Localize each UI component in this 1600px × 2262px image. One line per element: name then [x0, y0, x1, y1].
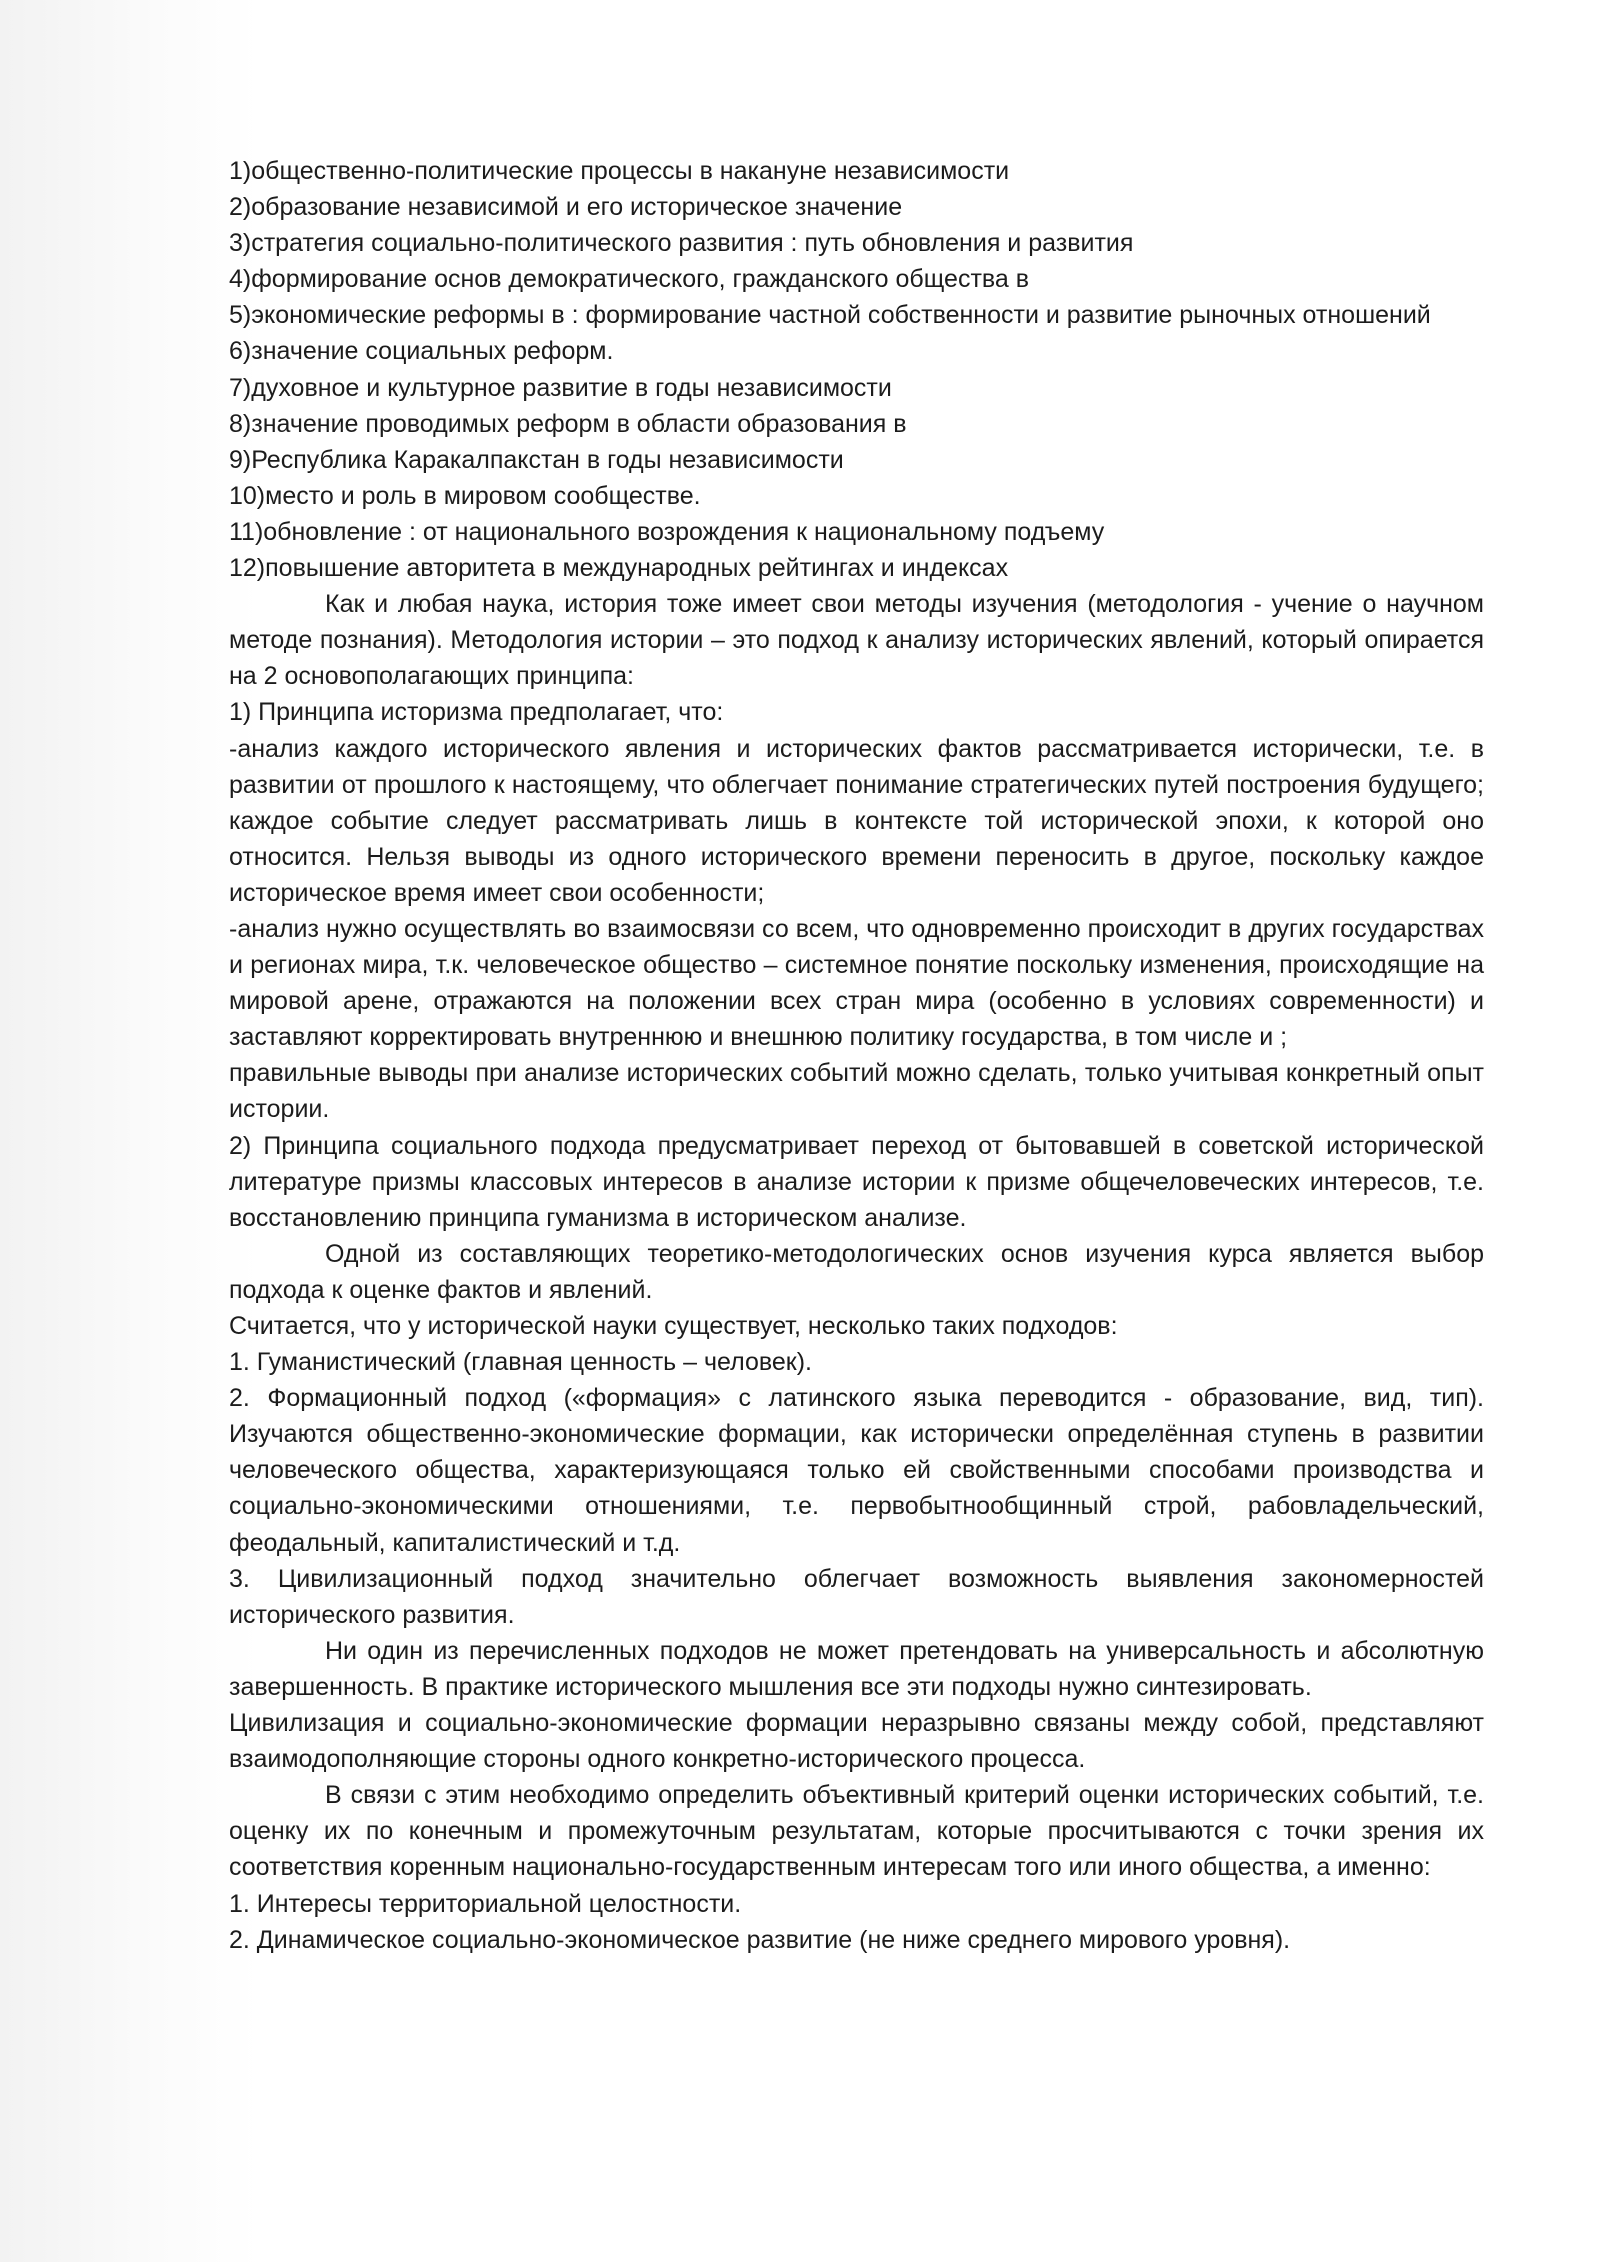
- principle-1-title: 1) Принципа историзма предполагает, что:: [229, 698, 724, 727]
- document-body: [229, 153, 1484, 1958]
- civilization-paragraph: Цивилизация и социально-экономические формации неразрывно связаны между собой, представляют взаимодополняющие стороны одного конкретно-исторического процесса.: [229, 1709, 1484, 1774]
- approach-3: 3. Цивилизационный подход значительно облегчает возможность выявления закономерностей исторического развития.: [229, 1564, 1484, 1629]
- criterion-1: 1. Интересы территориальной целостности.: [229, 1889, 742, 1918]
- approaches-lead: Считается, что у исторической науки существует, несколько таких подходов:: [229, 1312, 1118, 1340]
- topic-item: 9)Республика Каракалпакстан в годы независимости: [229, 445, 844, 474]
- topic-item: 3)стратегия социально-политического развития : путь обновления и развития: [229, 229, 1134, 258]
- principle-1-point-1: -анализ каждого исторического явления и исторических фактов рассматривается исторически, т.е. в развитии от прошлого к настоящему, что облегчает понимание стратегических путей построения будущего; каждое событие следует рассматривать лишь в контексте той исторической эпохи, к которой оно относится. Нельзя выводы из одного исторического времени переносить в другое, поскольку каждое историческое время имеет свои особенности;: [229, 734, 1484, 907]
- topic-item: 1)общественно-политические процессы в накануне независимости: [229, 157, 1010, 185]
- topic-item: 12)повышение авторитета в международных рейтингах и индексах: [229, 554, 1009, 583]
- topic-item: 5)экономические реформы в : формирование частной собственности и развитие рыночных отношений: [229, 301, 1431, 330]
- principle-2-paragraph: 2) Принципа социального подхода предусматривает переход от бытовавшей в советской исторической литературе призмы классовых интересов в анализе истории к призме общечеловеческих интересов, т.е. восстановлению принципа гуманизма в историческом анализе.: [229, 1131, 1484, 1232]
- topic-item: 8)значение проводимых реформ в области образования в: [229, 409, 907, 438]
- criterion-2: 2. Динамическое социально-экономическое развитие (не ниже среднего мирового уровня).: [229, 1925, 1291, 1954]
- topic-item: 7)духовное и культурное развитие в годы независимости: [229, 373, 892, 402]
- criteria-intro-paragraph: В связи с этим необходимо определить объективный критерий оценки исторических событий, т.е. оценку их по конечным и промежуточным результатам, которые просчитываются с точки зрения их соответствия коренным национально-государственным интересам того или иного общества, а именно:: [229, 1781, 1484, 1882]
- approach-2: 2. Формационный подход («формация» с латинского языка переводится - образование, вид, тип). Изучаются общественно-экономические формации, как исторически определённая ступень в развитии человеческого общества, характеризующаяся только ей свойственными способами производства и социально-экономическими отношениями, т.е. первобытнообщинный строй, рабовладельческий, феодальный, капиталистический и т.д.: [229, 1384, 1484, 1557]
- principle-1-point-3: правильные выводы при анализе исторических событий можно сделать, только учитывая конкретный опыт истории.: [229, 1059, 1484, 1124]
- topic-item: 2)образование независимой и его историческое значение: [229, 193, 903, 222]
- topic-item: 11)обновление : от национального возрождения к национальному подъему: [229, 517, 1105, 546]
- topic-item: 6)значение социальных реформ.: [229, 337, 614, 366]
- page-left-shadow: [0, 0, 260, 2262]
- topic-item: 4)формирование основ демократического, гражданского общества в: [229, 265, 1030, 294]
- topic-item: 10)место и роль в мировом сообществе.: [229, 481, 701, 510]
- approach-1: 1. Гуманистический (главная ценность – человек).: [229, 1348, 812, 1377]
- synthesis-paragraph: Ни один из перечисленных подходов не может претендовать на универсальность и абсолютную завершенность. В практике исторического мышления все эти подходы нужно синтезировать.: [229, 1636, 1484, 1701]
- principle-1-point-2: -анализ нужно осуществлять во взаимосвязи со всем, что одновременно происходит в других государствах и регионах мира, т.к. человеческое общество – системное понятие поскольку изменения, происходящие на мировой арене, отражаются на положении всех стран мира (особенно в условиях современности) и заставляют корректировать внутреннюю и внешнюю политику государства, в том числе и ;: [229, 914, 1484, 1052]
- methodology-intro-paragraph: Как и любая наука, история тоже имеет свои методы изучения (методология - учение о научном методе познания). Методология истории – это подход к анализу исторических явлений, который опирается на 2 основополагающих принципа:: [229, 590, 1484, 691]
- approach-intro-paragraph: Одной из составляющих теоретико-методологических основ изучения курса является выбор подхода к оценке фактов и явлений.: [229, 1239, 1484, 1304]
